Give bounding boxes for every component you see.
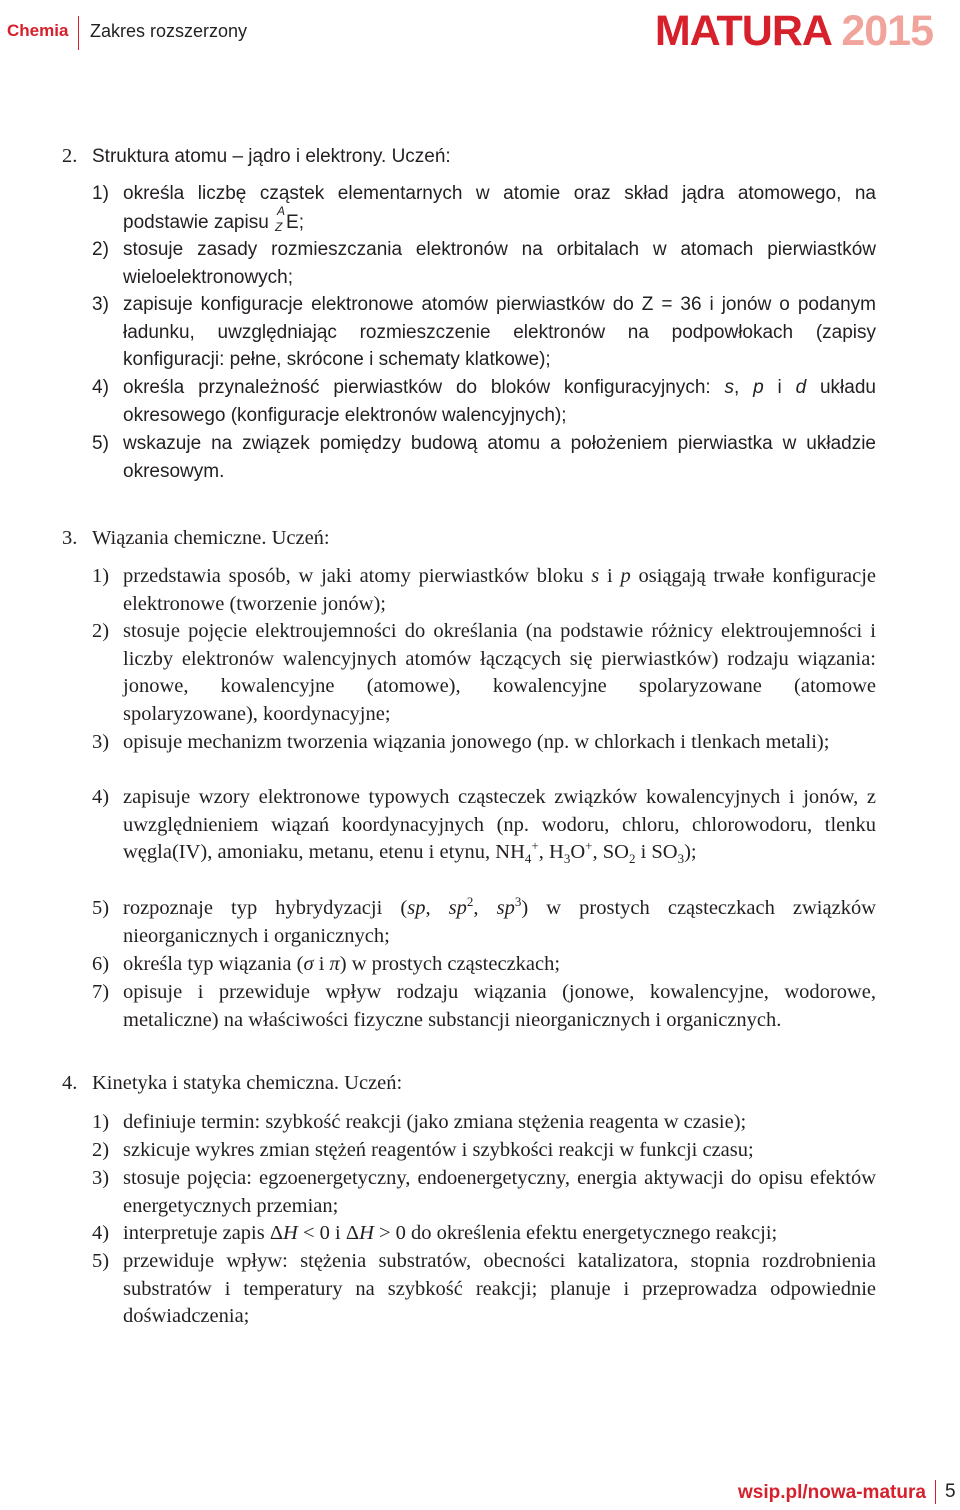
list-item: 3) stosuje pojęcia: egzoenergetyczny, endoenergetyczny, energia aktywacji do opisu efektów energetycznych przemian; — [92, 1167, 876, 1217]
list-item: 4) określa przynależność pierwiastków do bloków konfiguracyjnych: s, p i d układu okresowego (konfiguracje elektronów walencyjnych); — [92, 377, 876, 426]
header-matura-logo — [654, 7, 933, 55]
list-item: 2) stosuje zasady rozmieszczania elektronów na orbitalach w atomach pierwiastków wieloelektronowych; — [92, 239, 876, 288]
list-item: 1) określa liczbę cząstek elementarnych w atomie oraz skład jądra atomowego, na podstawie zapisu A Z E; — [92, 183, 876, 234]
matura-word: MATURA — [654, 7, 831, 55]
section-title-2: 2. Struktura atomu – jądro i elektrony. Uczeń: — [62, 145, 451, 167]
list-item: 4) zapisuje wzory elektronowe typowych cząsteczek związków kowalencyjnych i jonów, z uwzględnieniem wiązań koordynacyjnych (np. wodoru, chloru, chlorowodoru, tlenku węgla(IV), amoniaku, metanu, etenu i etynu, $NH_4^+$, $H_3O^+$, $SO_2$ i $SO_3$); — [92, 786, 876, 867]
list-item: 5) wskazuje na związek pomiędzy budową atomu a położeniem pierwiastka w układzie okresowym. — [92, 433, 876, 482]
page-number: 5 — [945, 1481, 956, 1502]
section-title-4: 4. Kinetyka i statyka chemiczna. Uczeń: — [62, 1072, 403, 1094]
list-item: 1) definiuje termin: szybkość reakcji (jako zmiana stężenia reagenta w czasie); — [92, 1111, 747, 1133]
matura-year: 2015 — [841, 7, 933, 55]
section-title-3: 3. Wiązania chemiczne. Uczeń: — [62, 527, 330, 549]
header-range: Zakres rozszerzony — [90, 21, 248, 41]
list-item: 5) przewiduje wpływ: stężenia substratów, obecności katalizatora, stopnia rozdrobnienia substratów i temperatury na szybkość reakcji; planuje i przeprowadza odpowiednie doświadczenia; — [92, 1250, 876, 1328]
header-subject: Chemia — [7, 21, 69, 40]
page-header — [0, 0, 960, 70]
list-item: 4) interpretuje zapis ΔH < 0 i ΔH > 0 do określenia efektu energetycznego reakcji; — [92, 1222, 778, 1244]
header-separator — [78, 16, 79, 50]
list-item: 6) określa typ wiązania (σ i π) w prostych cząsteczkach; — [92, 953, 561, 975]
list-item: 2) stosuje pojęcie elektroujemności do określania (na podstawie różnicy elektroujemności i liczby elektronów walencyjnych atomów łączących się pierwiastków) rodzaju wiązania: jonowe, kowalencyjne (atomowe), kowalencyjne spolaryzowane (atomowe spolaryzowane), koordynacyjne; — [92, 620, 876, 725]
list-item: 7) opisuje i przewiduje wpływ rodzaju wiązania (jonowe, kowalencyjne, wodorowe, metaliczne) na właściwości fizyczne substancji nieorganicznych i organicznych. — [92, 981, 876, 1031]
list-item: 1) przedstawia sposób, w jaki atomy pierwiastków bloku s i p osiągają trwałe konfiguracje elektronowe (tworzenie jonów); — [92, 565, 877, 615]
footer-separator — [935, 1480, 936, 1504]
isotope-notation: A Z — [275, 203, 286, 234]
list-item: 3) zapisuje konfiguracje elektronowe atomów pierwiastków do Z = 36 i jonów o podanym ładunku, uwzględniając rozmieszczenie elektronów na podpowłokach (zapisy konfiguracji: pełne, skrócone i schematy klatkowe); — [92, 294, 876, 371]
list-item: 2) szkicuje wykres zmian stężeń reagentów i szybkości reakcji w funkcji czasu; — [92, 1139, 754, 1161]
list-item: 5) rozpoznaje typ hybrydyzacji (sp, $sp^2$, $sp^3$) w prostych cząsteczkach związków nieorganicznych i organicznych; — [92, 894, 877, 947]
list-item: 3) opisuje mechanizm tworzenia wiązania jonowego (np. w chlorkach i tlenkach metali); — [92, 731, 830, 753]
footer-link[interactable]: wsip.pl/nowa-matura — [738, 1482, 926, 1503]
